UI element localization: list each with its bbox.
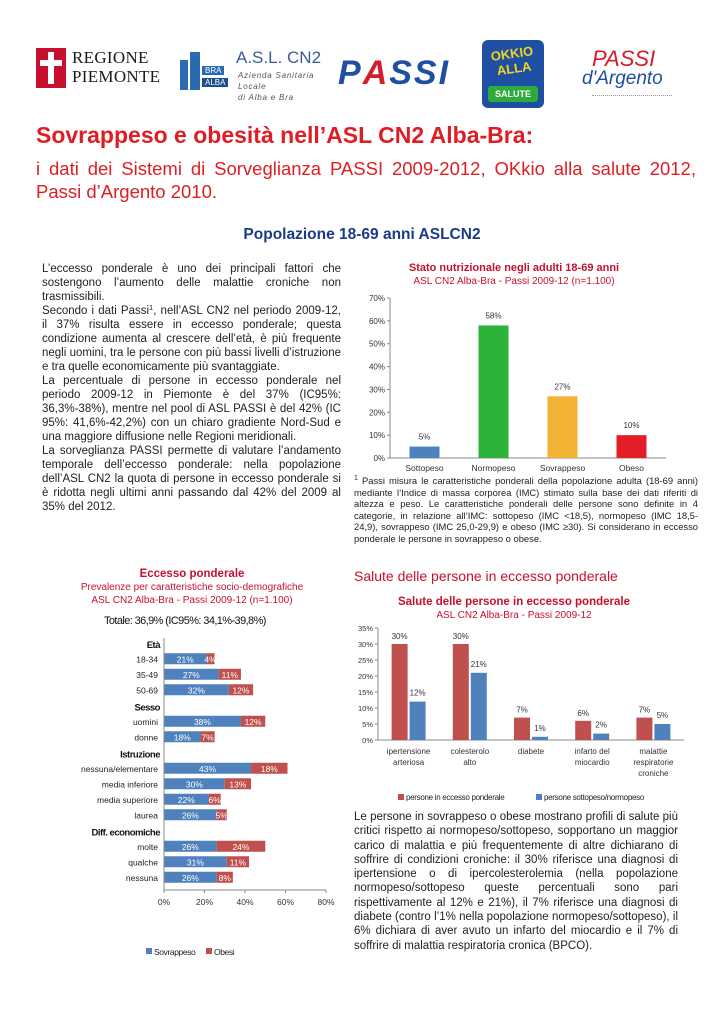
bar-normopeso	[654, 724, 670, 740]
legend-swatch-normopeso	[536, 794, 542, 800]
total-label: Totale: 36,9% (IC95%: 34,1%-39,8%)	[104, 615, 266, 627]
salute-heading: Salute delle persone in eccesso ponderale	[354, 568, 618, 584]
row-label: media superiore	[97, 794, 158, 805]
data-label: 13%	[229, 779, 247, 790]
data-label: 21%	[176, 654, 194, 665]
x-tick-label: arteriosa	[393, 758, 425, 767]
group-header: Istruzione	[120, 749, 160, 761]
row-label: nessuna/elementare	[80, 763, 158, 774]
data-label: 22%	[177, 794, 195, 805]
legend-label: persone sottopeso/normopeso	[544, 793, 644, 802]
data-label: 12%	[232, 685, 250, 696]
chart2-title: Eccesso ponderale	[139, 568, 245, 580]
x-tick-label: malattie	[639, 747, 668, 756]
data-label: 30%	[185, 779, 203, 790]
argento-line1: PASSI	[592, 46, 656, 71]
data-label: 26%	[181, 872, 199, 883]
y-tick-label: 35%	[357, 624, 373, 633]
data-label: 27%	[182, 669, 200, 680]
legend-swatch-eccesso	[398, 794, 404, 800]
data-label: 38%	[193, 716, 211, 727]
group-header: Diff. economiche	[91, 827, 160, 839]
intro-p1: L’eccesso ponderale è uno dei principali fattori che sostengono l’aumento delle malattie croniche non trasmissibili.	[42, 263, 341, 303]
page-title: Sovrappeso e obesità nell’ASL CN2 Alba-Bra:	[36, 122, 534, 148]
section-title: Popolazione 18-69 anni ASLCN2	[243, 226, 481, 243]
asl-cn2-logo	[180, 46, 340, 102]
chart-stato-nutrizionale	[354, 290, 684, 478]
row-label: media inferiore	[101, 779, 158, 790]
y-tick-label: 0%	[362, 736, 373, 745]
data-label: 21%	[470, 659, 487, 669]
data-label: 31%	[186, 857, 204, 868]
data-label: 5%	[215, 810, 228, 821]
x-tick-label: ipertensione	[386, 747, 431, 756]
x-tick-label: alto	[463, 758, 477, 767]
x-tick-label: Normopeso	[471, 463, 516, 473]
bottom-text: Le persone in sovrappeso o obese mostrano profili di salute più critici rispetto ai normopeso/sottopeso, sopportano un maggior carico di malattia e più frequentemente di altre dichiarano di soffrire di condizioni croniche: il 30% riferisce una diagnosi di ipertensione o di ipercolesterolemia (nella popolazione normopeso/sottopeso queste percentuali sono pari rispettivamente al 12% e 21%), il 7% riferisce una diagnosi di diabete (contro l’1% nella popolazione normopeso/sottopeso), il 6% dichiara di aver avuto un infarto del miocardio e il 7% di soffrire di malattia respiratoria cronica (BPCO).	[354, 811, 678, 952]
x-tick-label: respiratorie	[633, 758, 674, 767]
data-label: 7%	[516, 705, 528, 715]
regione-piemonte-logo	[36, 48, 181, 92]
regione-line2: PIEMONTE	[72, 67, 161, 86]
y-tick-label: 30%	[368, 385, 385, 395]
argento-line2: d'Argento	[582, 68, 663, 89]
data-label: 30%	[452, 632, 469, 641]
chart1-title: Stato nutrizionale negli adulti 18-69 anni	[408, 262, 620, 274]
chart3-subtitle: ASL CN2 Alba-Bra - Passi 2009-12	[436, 610, 592, 621]
data-label: 10%	[623, 421, 640, 431]
bar-eccesso	[392, 644, 408, 740]
bar-eccesso	[636, 718, 652, 740]
group-header: Età	[146, 640, 160, 651]
footnote: $^1$ Passi misura le caratteristiche ponderali della popolazione adulta (18-69 anni) mediante l’Indice di massa corporea (IMC) stimato sulla base dei dati riferiti di altezza e peso. Le caratteristiche ponderali delle persone sono definite in 4 categorie, in relazione all’IMC: sottopeso (IMC <18,5), normopeso (IMC 18,5-24,9), sovrappeso (IMC 25,0-29,9) e obeso (IMC ≥30). Si considerano in eccesso ponderale le persone in sovrappeso o obese.	[354, 475, 698, 544]
page-subtitle: i dati dei Sistemi di Sorveglianza PASSI 2009-2012, OKkio alla salute 2012, Passi d’Argento 2010.	[36, 158, 696, 202]
data-label: 12%	[244, 716, 262, 727]
data-label: 30%	[391, 632, 408, 641]
y-tick-label: 70%	[368, 294, 385, 303]
x-tick-label: diabete	[517, 747, 545, 756]
x-tick-label: 40%	[236, 897, 254, 907]
y-tick-label: 5%	[362, 720, 373, 729]
data-label: 6%	[577, 708, 589, 718]
chart3-title: Salute delle persone in eccesso ponderale	[397, 596, 630, 608]
row-label: nessuna	[125, 872, 158, 883]
data-label: 7%	[638, 705, 651, 715]
y-tick-label: 60%	[368, 316, 385, 326]
okkio-sub: SALUTE	[488, 86, 538, 102]
okkio-text: OKKIO ALLA	[489, 43, 535, 79]
chart2-subtitle2: ASL CN2 Alba-Bra - Passi 2009-12 (n=1.100)	[91, 595, 293, 606]
logo-bar	[30, 40, 700, 110]
group-header: Sesso	[134, 702, 160, 714]
data-label: 18%	[260, 763, 278, 774]
data-label: 43%	[199, 763, 217, 774]
x-tick-label: croniche	[638, 769, 669, 778]
bar-sovrappeso	[548, 396, 578, 458]
row-label: 35-49	[136, 669, 158, 680]
legend-label: Obesi	[214, 947, 235, 957]
asl-name: A.S.L. CN2	[236, 48, 322, 67]
data-label: 8%	[218, 872, 231, 883]
y-tick-label: 25%	[357, 656, 373, 665]
x-tick-label: colesterolo	[450, 747, 490, 756]
asl-bra: BRA	[202, 66, 224, 75]
x-tick-label: Obeso	[618, 463, 645, 473]
bar-normopeso	[410, 702, 426, 740]
bar-sottopeso	[410, 447, 440, 458]
chart-salute	[346, 622, 696, 808]
intro-text	[42, 262, 341, 514]
data-label: 4%	[204, 654, 217, 665]
x-tick-label: infarto del	[574, 747, 610, 756]
y-tick-label: 30%	[357, 640, 373, 649]
x-tick-label: Sottopeso	[405, 463, 444, 473]
row-label: uomini	[132, 716, 158, 727]
row-label: molte	[137, 841, 158, 852]
row-label: 50-69	[136, 685, 158, 696]
y-tick-label: 40%	[368, 362, 385, 372]
regione-line1: REGIONE	[72, 48, 149, 67]
data-label: 24%	[232, 841, 250, 852]
data-label: 11%	[221, 669, 239, 680]
data-label: 7%	[201, 732, 214, 743]
data-label: 18%	[173, 732, 191, 743]
y-tick-label: 50%	[368, 339, 385, 349]
legend-label: persone in eccesso ponderale	[406, 793, 505, 802]
data-label: 1%	[534, 723, 546, 733]
y-tick-label: 20%	[357, 672, 373, 681]
bar-normopeso	[593, 734, 609, 740]
legend-swatch-obesi	[206, 948, 212, 954]
y-tick-label: 15%	[357, 688, 373, 697]
x-tick-label: 0%	[157, 897, 171, 907]
bar-eccesso	[514, 718, 530, 740]
x-tick-label: miocardio	[574, 758, 610, 767]
data-label: 26%	[181, 810, 199, 821]
asl-sub1: Azienda Sanitaria Locale	[238, 71, 315, 91]
data-label: 58%	[485, 311, 502, 321]
asl-alba: ALBA	[202, 78, 228, 87]
chart-eccesso-ponderale	[38, 608, 348, 968]
bar-normopeso	[471, 673, 487, 740]
row-label: laurea	[134, 810, 158, 821]
data-label: 2%	[595, 720, 607, 730]
bar-obeso	[617, 435, 647, 458]
data-label: 32%	[187, 685, 205, 696]
y-tick-label: 10%	[357, 704, 373, 713]
okkio-alla-salute-logo	[482, 40, 544, 108]
row-label: donne	[134, 732, 158, 743]
intro-p3: La percentuale di persone in eccesso ponderale nel periodo 2009-12 in Piemonte è del 37% (IC95%: 36,3%-38%), mentre nel pool di ASL PASSI è del 42% (IC 95%: 41,6%-42,2%) con un chiaro gradiente Nord-Sud e una maggiore diffusione nelle Regioni meridionali.	[42, 375, 341, 443]
bar-eccesso	[453, 644, 469, 740]
cross-icon	[36, 48, 66, 88]
x-tick-label: 80%	[317, 897, 335, 907]
data-label: 27%	[554, 382, 571, 392]
row-label: qualche	[128, 857, 158, 868]
x-tick-label: 60%	[276, 897, 295, 907]
row-label: 18-34	[136, 654, 158, 665]
legend-swatch-sovrappeso	[146, 948, 152, 954]
intro-p2: Secondo i dati Passi$^1$, nell’ASL CN2 nel periodo 2009-12, il 37% risulta essere in eccesso ponderale; questa condizione aumenta al crescere dell’età, è più frequente negli uomini, tra le persone con più bassi livelli d’istruzione e tra quelle economicamente più svantaggiate.	[42, 303, 341, 373]
asl-sub2: di Alba e Bra	[238, 93, 294, 102]
y-tick-label: 10%	[368, 431, 385, 441]
y-tick-label: 20%	[368, 408, 385, 418]
x-tick-label: Sovrappeso	[539, 463, 586, 473]
data-label: 26%	[181, 841, 199, 852]
data-label: 5%	[656, 711, 669, 720]
bar-normopeso	[532, 737, 548, 740]
data-label: 5%	[418, 432, 431, 442]
legend-label: Sovrappeso	[154, 947, 196, 957]
x-tick-label: 20%	[195, 897, 214, 907]
passi-logo: PASSI	[338, 54, 451, 92]
bar-eccesso	[575, 721, 591, 740]
data-label: 11%	[229, 857, 247, 868]
data-label: 6%	[208, 794, 221, 805]
data-label: 12%	[409, 688, 426, 698]
y-tick-label: 0%	[373, 454, 385, 463]
passi-argento-logo	[578, 46, 688, 102]
intro-p4: La sorveglianza PASSI permette di valutare l’andamento temporale dell’eccesso ponderale: nella popolazione dell’ASL CN2 la quota di persone in eccesso ponderale si è ridotta negli ultimi anni passando dal 42% del 2009 al 35% del 2012.	[42, 445, 341, 513]
chart1-subtitle: ASL CN2 Alba-Bra - Passi 2009-12 (n=1.100)	[413, 276, 615, 287]
chart2-subtitle: Prevalenze per caratteristiche socio-demografiche	[80, 582, 304, 593]
bar-normopeso	[479, 325, 509, 458]
